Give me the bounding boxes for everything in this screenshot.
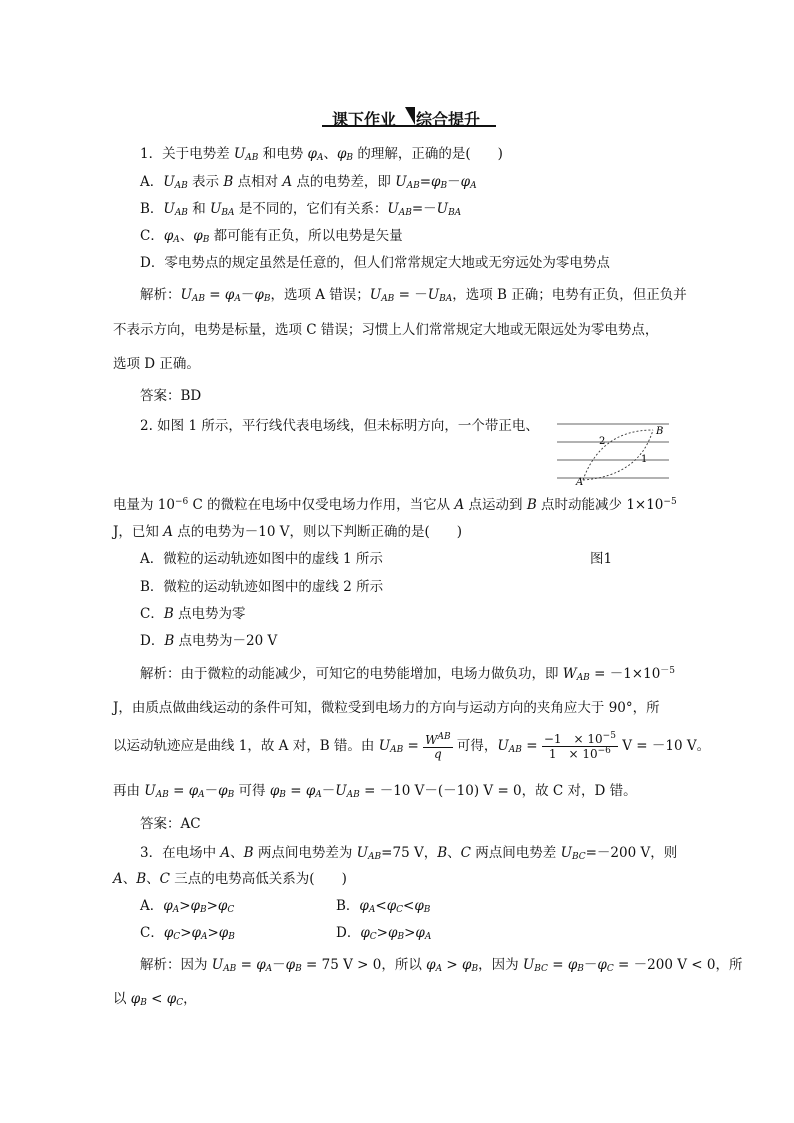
q3-analysis-2: 以 $\varphi_B < \varphi_C$， xyxy=(113,991,197,1008)
header-right-label: 综合提升 xyxy=(416,110,481,129)
q2-analysis-1: 解析：由于微粒的动能减少，可知它的电势能增加，电场力做负功，即 $W_{AB} = -1\times 10^{-5}$ xyxy=(140,666,676,683)
q3-stem-2: A、B、C 三点的电势高低关系为( ) xyxy=(113,871,347,887)
curve-2-label: 2 xyxy=(599,436,606,447)
q1-stem: 1．关于电势差 $U_{AB}$ 和电势 $\varphi_A$、$\varphi_B$ 的理解，正确的是( ) xyxy=(140,146,503,163)
header-underline xyxy=(322,125,496,127)
curve-1-label: 1 xyxy=(641,454,648,465)
q3-option-b: B．$\varphi_A<\varphi_C<\varphi_B$ xyxy=(336,898,431,915)
q3-option-d: D．$\varphi_C>\varphi_B>\varphi_A$ xyxy=(336,925,432,942)
q1-analysis-2: 不表示方向，电势是标量，选项 C 错误；习惯上人们常常规定大地或无限远处为零电势点， xyxy=(113,322,659,338)
section-header xyxy=(322,106,496,129)
point-a-label: A xyxy=(576,477,584,486)
q1-option-d: D．零电势点的规定虽然是任意的，但人们常常规定大地或无穷远处为零电势点 xyxy=(140,255,610,271)
q2-option-a: A．微粒的运动轨迹如图中的虚线 1 所示 xyxy=(140,551,383,567)
q3-option-a: A．$\varphi_A>\varphi_B>\varphi_C$ xyxy=(140,898,235,915)
q1-option-a: A．$U_{AB}$ 表示 B 点相对 A 点的电势差，即 $U_{AB}=\varphi_B-\varphi_A$ xyxy=(140,174,477,191)
q2-stem-3: J，已知 A 点的电势为－10 V，则以下判断正确的是( ) xyxy=(113,524,462,540)
q1-option-c: C．$\varphi_A$、$\varphi_B$ 都可能有正负，所以电势是矢量 xyxy=(140,228,403,245)
q2-option-c: C．B 点电势为零 xyxy=(140,606,246,622)
point-b-label: B xyxy=(656,426,664,437)
header-left-label: 课下作业 xyxy=(332,110,397,129)
q2-stem-2: 电量为 $10^{-6}$ C 的微粒在电场中仅受电场力作用，当它从 A 点运动到 B 点时动能减少 $1\times 10^{-5}$ xyxy=(113,497,677,513)
q2-answer: 答案：AC xyxy=(140,816,201,832)
q3-option-c: C．$\varphi_C>\varphi_A>\varphi_B$ xyxy=(140,925,235,942)
q2-stem-1: 2. 如图 1 所示，平行线代表电场线，但未标明方向，一个带正电、 xyxy=(140,418,539,434)
q3-analysis-1: 解析：因为 $U_{AB} = \varphi_A-\varphi_B = 75$ V > 0，所以 $\varphi_A > \varphi_B$，因为 $U_{BC} = \varphi_B-\varphi_C = -200$ V < 0，所 xyxy=(140,957,743,974)
q2-analysis-3: 以运动轨迹应是曲线 1，故 A 对，B 错。由 $U_{AB}$ = $\frac{W^{AB}}{q}$ 可得，$U_{AB}$ = $\frac{-1 \times 10^{-5}}{1 \times 10^{-6}}$ V = －10 V。 xyxy=(113,731,711,761)
figure-caption: 图1 xyxy=(590,551,613,567)
fraction-numeric: $\frac{-1 \times 10^{-5}}{1 \times 10^{-6}}$ xyxy=(543,731,616,761)
q2-option-b: B．微粒的运动轨迹如图中的虚线 2 所示 xyxy=(140,579,384,595)
q3-stem-1: 3．在电场中 A、B 两点间电势差为 $U_{AB}=75$ V，B、C 两点间电势差 $U_{BC}=-200$ V，则 xyxy=(140,845,678,862)
q2-analysis-4: 再由 $U_{AB} = \varphi_A-\varphi_B$ 可得 $\varphi_B = \varphi_A-U_{AB} = -10$ V－(－10) V = 0，故 C 对，D 错。 xyxy=(113,783,637,800)
header-divider xyxy=(405,107,415,125)
figure-1-field-lines xyxy=(557,420,671,486)
fraction-w-over-q: $\frac{W^{AB}}{q}$ xyxy=(425,731,451,761)
q1-answer: 答案：BD xyxy=(140,388,202,404)
q2-analysis-2: J，由质点做曲线运动的条件可知，微粒受到电场力的方向与运动方向的夹角应大于 90°，所 xyxy=(113,700,660,716)
q1-option-b: B．$U_{AB}$ 和 $U_{BA}$ 是不同的，它们有关系：$U_{AB}=-U_{BA}$ xyxy=(140,201,462,218)
q2-option-d: D．B 点电势为－20 V xyxy=(140,633,278,649)
q1-analysis-3: 选项 D 正确。 xyxy=(113,356,200,372)
q1-analysis-1: 解析：$U_{AB} = \varphi_A-\varphi_B$，选项 A 错误；$U_{AB} = -U_{BA}$，选项 B 正确；电势有正负，但正负并 xyxy=(140,287,687,304)
